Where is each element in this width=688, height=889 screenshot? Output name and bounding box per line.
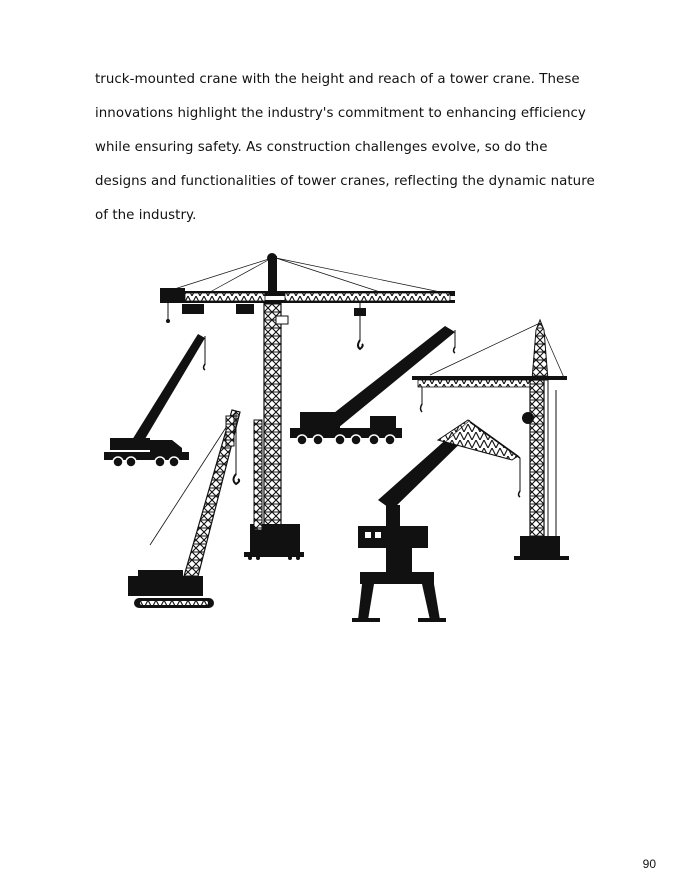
paragraph-line: designs and functionalities of tower cranes, reflecting the dynamic nature xyxy=(95,174,595,189)
mobile-truck-crane xyxy=(104,334,205,467)
body-paragraph xyxy=(95,68,615,238)
cranes-illustration xyxy=(100,245,600,630)
portal-crane xyxy=(352,420,520,622)
paragraph-line: while ensuring safety. As construction challenges evolve, so do the xyxy=(95,140,548,155)
paragraph-line: truck-mounted crane with the height and reach of a tower crane. These xyxy=(95,72,580,87)
paragraph-line: innovations highlight the industry's commitment to enhancing efficiency xyxy=(95,106,586,121)
page-number: 90 xyxy=(642,857,656,871)
paragraph-line: of the industry. xyxy=(95,208,197,223)
